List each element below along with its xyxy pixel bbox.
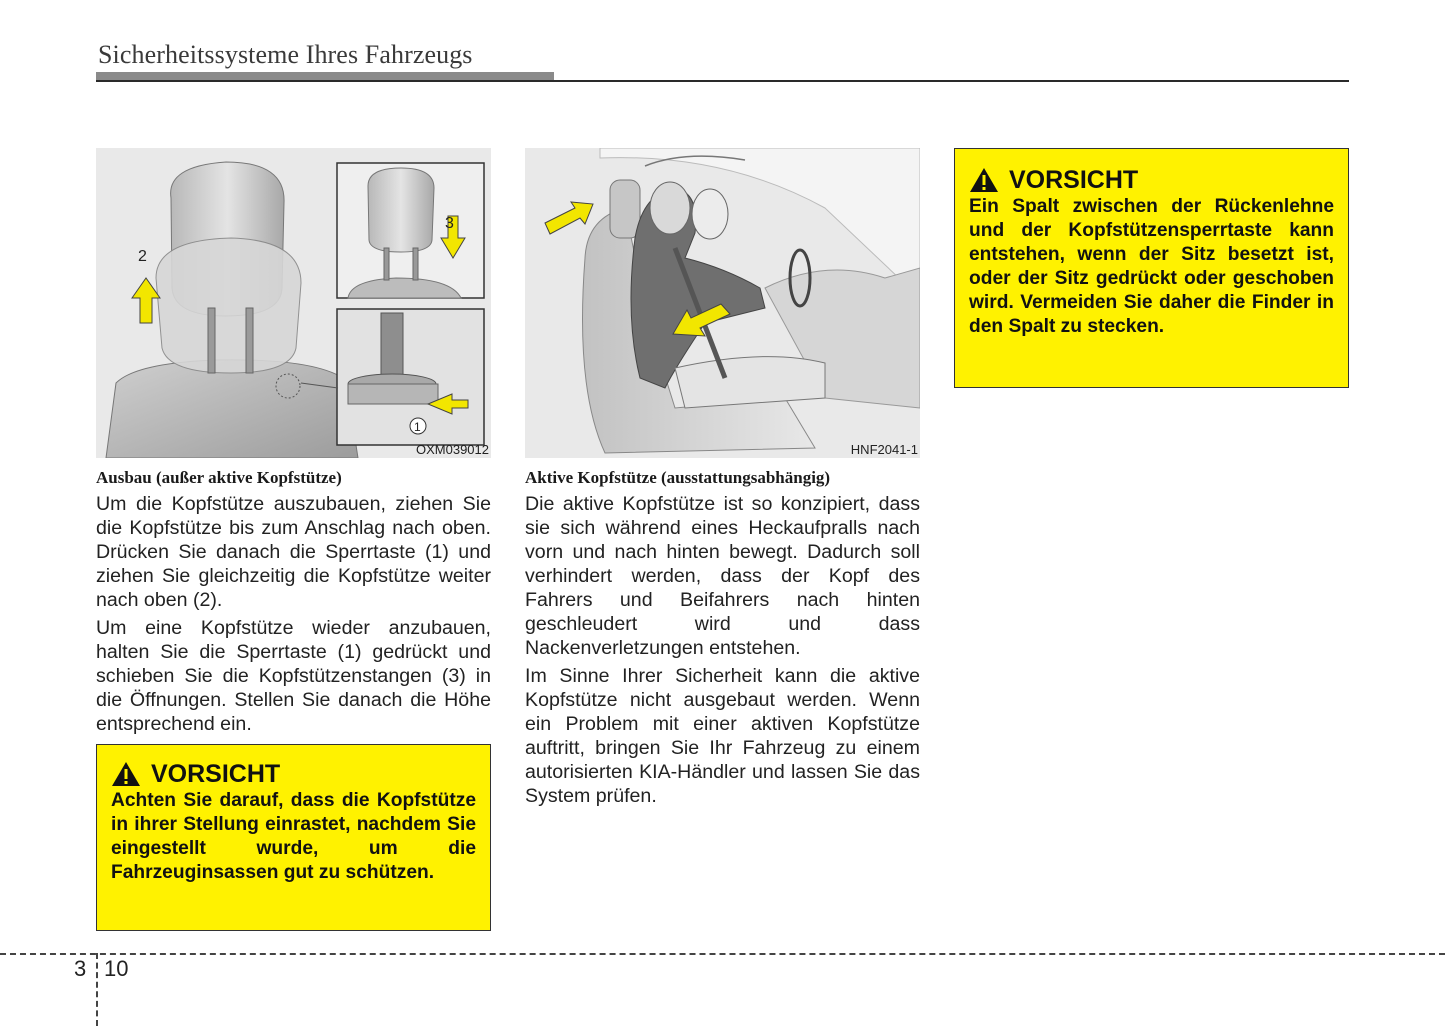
page-header-title: Sicherheitssysteme Ihres Fahrzeugs bbox=[98, 40, 473, 69]
figure-code: OXM039012 bbox=[416, 442, 489, 457]
warning-triangle-icon bbox=[969, 166, 999, 194]
caution-text: Ein Spalt zwischen der Rückenlehne und der Kopfstützensperrtaste kann entstehen, wenn der Sitz besetzt ist, oder der Sitz gedrückt oder geschoben wird. Vermeiden Sie daher die Finder in den Spalt zu stecken. bbox=[969, 196, 1334, 337]
callout-1: 1 bbox=[414, 420, 421, 434]
header-accent-bar bbox=[96, 72, 554, 80]
paragraph: Um eine Kopfstütze wieder anzubauen, halten Sie die Sperrtaste (1) gedrückt und schieben Sie die Kopfstützenstangen (3) in die Öffnungen. Stellen Sie danach die Höhe entsprechend ein. bbox=[96, 617, 491, 735]
paragraph: Im Sinne Ihrer Sicherheit kann die aktive Kopfstütze nicht ausgebaut werden. Wenn ein Problem mit einer aktiven Kopfstütze auftritt, bringen Sie Ihr Fahrzeug zu einem autorisierten KIA-Händler und lassen Sie das System prüfen. bbox=[525, 665, 920, 807]
column-active-headrest bbox=[525, 466, 920, 812]
caution-title: VORSICHT bbox=[1009, 166, 1139, 194]
footer-page-divider bbox=[96, 953, 98, 1026]
warning-triangle-icon bbox=[111, 760, 141, 788]
section-heading: Ausbau (außer aktive Kopfstütze) bbox=[96, 468, 342, 487]
paragraph: Um die Kopfstütze auszubauen, ziehen Sie die Kopfstütze bis zum Anschlag nach oben. Drücken Sie danach die Sperrtaste (1) und ziehen Sie gleichzeitig die Kopfstütze weiter nach oben (2). bbox=[96, 493, 491, 611]
active-headrest-illustration bbox=[525, 148, 920, 458]
section-heading: Aktive Kopfstütze (ausstattungsabhängig) bbox=[525, 468, 831, 487]
column-removal bbox=[96, 466, 491, 740]
paragraph: Die aktive Kopfstütze ist so konzipiert, dass sie sich während eines Heckaufpralls nach vorn und nach hinten bewegt. Dadurch soll verhindert werden, dass der Kopf des Fahrers und Beifahrers nach hinten geschleudert wird und dass Nackenverletzungen entstehen. bbox=[525, 493, 920, 659]
caution-box bbox=[96, 744, 491, 931]
callout-2: 2 bbox=[138, 248, 147, 265]
chapter-number: 3 bbox=[74, 956, 87, 981]
callout-3: 3 bbox=[445, 215, 454, 232]
caution-title: VORSICHT bbox=[151, 760, 281, 788]
figure-headrest-removal bbox=[96, 148, 491, 458]
figure-code: HNF2041-1 bbox=[850, 442, 918, 457]
caution-text: Achten Sie darauf, dass die Kopfstütze in ihrer Stellung einrastet, nachdem Sie eingestellt wurde, um die Fahrzeuginsassen gut zu schützen. bbox=[111, 790, 476, 883]
header-rule bbox=[96, 80, 1349, 82]
headrest-removal-illustration bbox=[96, 148, 491, 458]
figure-active-headrest bbox=[525, 148, 920, 458]
page-number: 10 bbox=[104, 956, 129, 981]
footer-divider bbox=[0, 953, 1445, 955]
caution-box bbox=[954, 148, 1349, 388]
